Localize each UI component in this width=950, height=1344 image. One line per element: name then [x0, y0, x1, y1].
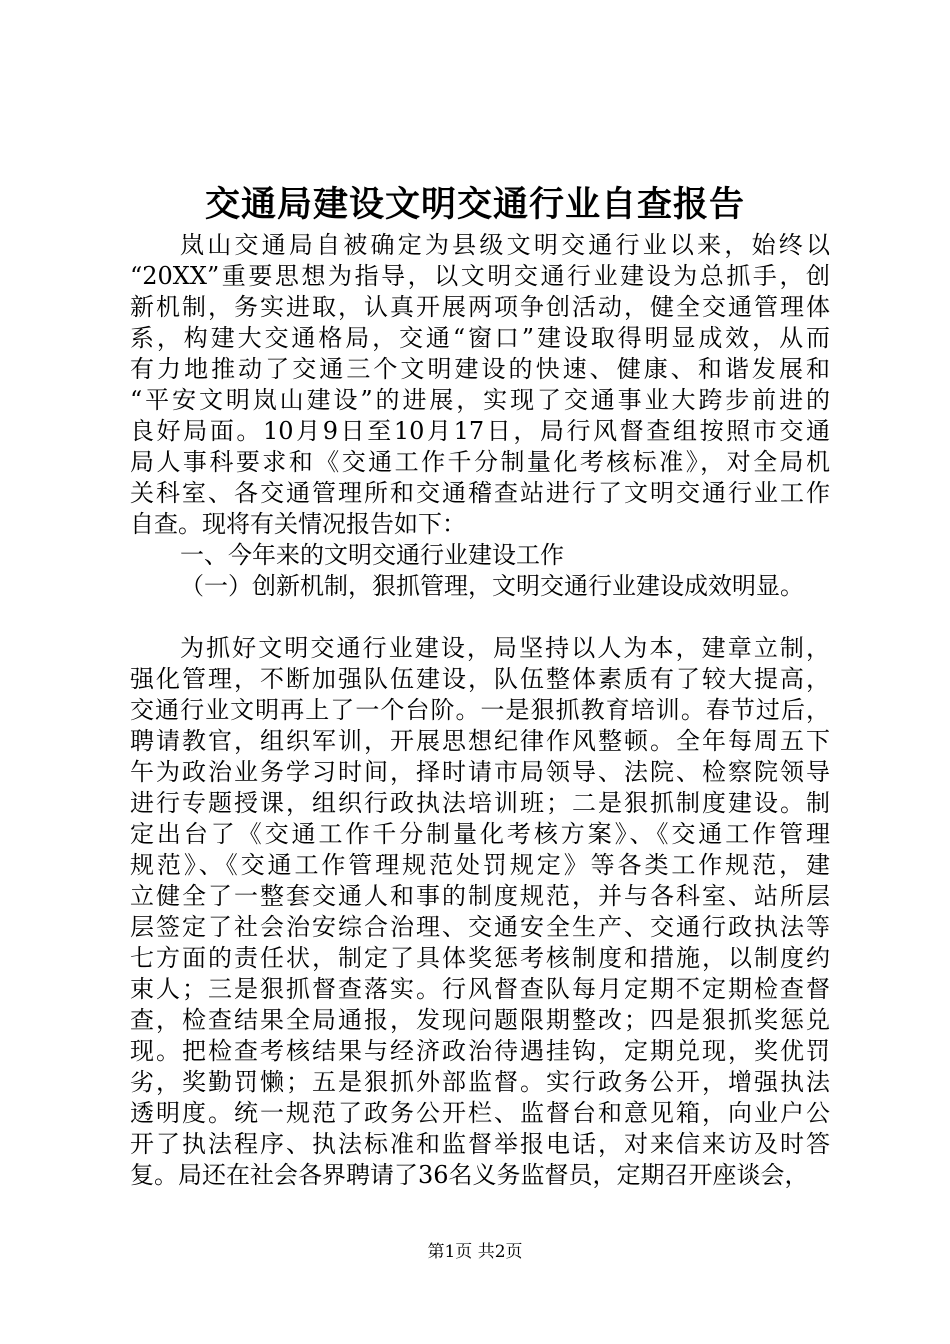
page-number-footer: 第1页 共2页 — [427, 1242, 523, 1262]
text-line: 为抓好文明交通行业建设，局坚持以人为本，建章立制， — [180, 634, 830, 662]
text-line: 定出台了《交通工作千分制量化考核方案》、《交通工作管理 — [130, 820, 830, 848]
text-line: 七方面的责任状，制定了具体奖惩考核制度和措施，以制度约 — [130, 944, 830, 972]
text-line: 系，构建大交通格局，交通“窗口”建设取得明显成效，从而 — [130, 324, 830, 352]
text-line: 有力地推动了交通三个文明建设的快速、健康、和谐发展和 — [130, 355, 830, 383]
text-line: 午为政治业务学习时间，择时请市局领导、法院、检察院领导 — [130, 758, 830, 786]
document-title: 交通局建设文明交通行业自查报告 — [204, 184, 745, 225]
text-line: “平安文明岚山建设”的进展，实现了交通事业大跨步前进的 — [130, 386, 830, 414]
text-line: 束人；三是狠抓督查落实。行风督查队每月定期不定期检查督 — [130, 975, 830, 1003]
text-line: 局人事科要求和《交通工作千分制量化考核标准》，对全局机 — [130, 448, 830, 476]
text-line: 良好局面。10月9日至10月17日，局行风督查组按照市交通 — [130, 417, 830, 445]
text-line: 复。局还在社会各界聘请了36名义务监督员，定期召开座谈会， — [130, 1161, 809, 1189]
text-line: 层签定了社会治安综合治理、交通安全生产、交通行政执法等 — [130, 913, 830, 941]
text-line: 新机制，务实进取，认真开展两项争创活动，健全交通管理体 — [130, 293, 830, 321]
text-line: 现。把检查考核结果与经济政治待遇挂钩，定期兑现，奖优罚 — [130, 1037, 830, 1065]
section-heading-1: 一、今年来的文明交通行业建设工作 — [180, 541, 564, 569]
text-line: 透明度。统一规范了政务公开栏、监督台和意见箱，向业户公 — [130, 1099, 830, 1127]
paragraph-intro — [130, 230, 830, 540]
text-line: 强化管理，不断加强队伍建设，队伍整体素质有了较大提高， — [130, 665, 830, 693]
text-line: 规范》、《交通工作管理规范处罚规定》等各类工作规范，建 — [130, 851, 830, 879]
text-line: 进行专题授课，组织行政执法培训班；二是狠抓制度建设。制 — [130, 789, 830, 817]
text-line: 查，检查结果全局通报，发现问题限期整改；四是狠抓奖惩兑 — [130, 1006, 830, 1034]
text-line: 聘请教官，组织军训，开展思想纪律作风整顿。全年每周五下 — [130, 727, 830, 755]
text-line: 立健全了一整套交通人和事的制度规范，并与各科室、站所层 — [130, 882, 830, 910]
paragraph-measures — [130, 633, 830, 1191]
subsection-heading-1: （一）创新机制，狠抓管理，文明交通行业建设成效明显。 — [180, 572, 804, 600]
text-line: 开了执法程序、执法标准和监督举报电话，对来信来访及时答 — [130, 1130, 830, 1158]
document-body — [130, 230, 830, 1191]
paragraph-gap — [130, 602, 830, 633]
text-line: 岚山交通局自被确定为县级文明交通行业以来，始终以 — [180, 231, 830, 259]
text-line: 交通行业文明再上了一个台阶。一是狠抓教育培训。春节过后， — [130, 696, 830, 724]
text-line: 劣，奖勤罚懒；五是狠抓外部监督。实行政务公开，增强执法 — [130, 1068, 830, 1096]
text-line: “20XX”重要思想为指导，以文明交通行业建设为总抓手，创 — [130, 262, 830, 290]
text-line: 自查。现将有关情况报告如下： — [130, 510, 466, 538]
text-line: 关科室、各交通管理所和交通稽查站进行了文明交通行业工作 — [130, 479, 830, 507]
